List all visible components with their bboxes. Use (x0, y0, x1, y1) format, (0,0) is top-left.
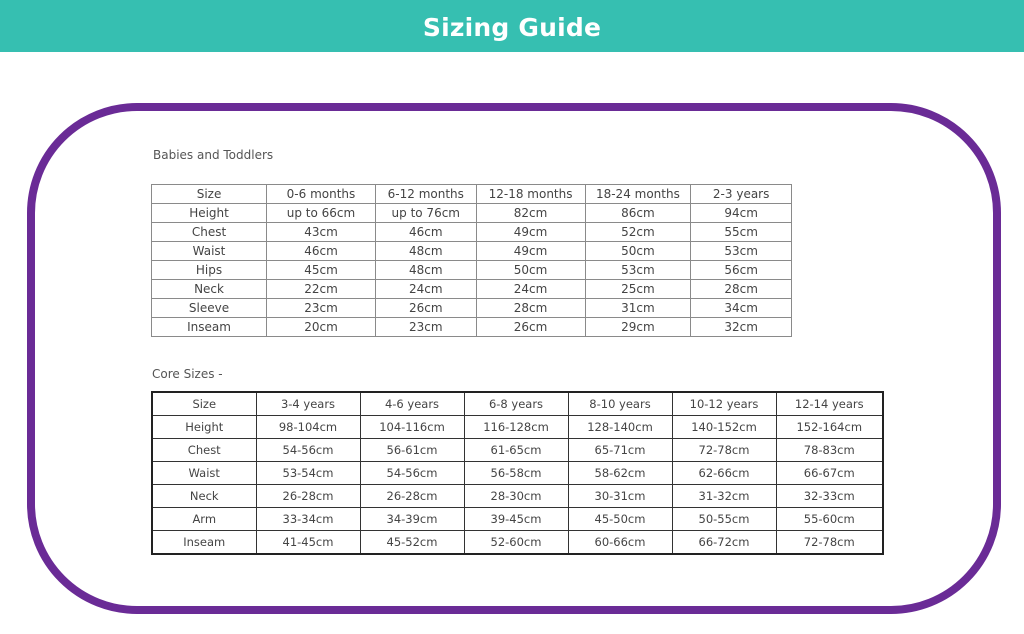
babies-table-cell: 48cm (375, 261, 476, 280)
babies-header-row (152, 185, 792, 204)
core-row-label: Arm (152, 508, 256, 531)
babies-table-cell: 56cm (691, 261, 792, 280)
core-table-cell: 98-104cm (256, 416, 360, 439)
babies-table-cell: 28cm (476, 299, 585, 318)
core-column-header: 3-4 years (256, 392, 360, 416)
core-row-label: Neck (152, 485, 256, 508)
babies-table-cell: 46cm (267, 242, 376, 261)
babies-column-header: 0-6 months (267, 185, 376, 204)
babies-column-header: 2-3 years (691, 185, 792, 204)
core-table-cell: 26-28cm (256, 485, 360, 508)
core-table-cell: 45-50cm (568, 508, 672, 531)
core-table-cell: 26-28cm (360, 485, 464, 508)
babies-row-label: Chest (152, 223, 267, 242)
babies-table-cell: 94cm (691, 204, 792, 223)
babies-table-cell: 26cm (375, 299, 476, 318)
babies-column-header: 6-12 months (375, 185, 476, 204)
core-row-label: Chest (152, 439, 256, 462)
core-row-label: Height (152, 416, 256, 439)
core-table-cell: 140-152cm (672, 416, 776, 439)
core-row-label: Waist (152, 462, 256, 485)
babies-table-cell: 43cm (267, 223, 376, 242)
babies-size-table (151, 184, 792, 337)
babies-table-row (152, 204, 792, 223)
core-table-cell: 72-78cm (672, 439, 776, 462)
core-table-cell: 33-34cm (256, 508, 360, 531)
babies-table-row (152, 318, 792, 337)
core-table-cell: 31-32cm (672, 485, 776, 508)
babies-table-cell: 49cm (476, 223, 585, 242)
babies-table-cell: 22cm (267, 280, 376, 299)
babies-table-cell: 53cm (585, 261, 691, 280)
core-table-cell: 62-66cm (672, 462, 776, 485)
babies-table-cell: 24cm (476, 280, 585, 299)
core-table-row (152, 462, 883, 485)
page-title: Sizing Guide (422, 12, 602, 42)
babies-table-cell: 26cm (476, 318, 585, 337)
babies-table-cell: 29cm (585, 318, 691, 337)
core-table-cell: 45-52cm (360, 531, 464, 555)
babies-table-cell: 48cm (375, 242, 476, 261)
core-table-cell: 72-78cm (776, 531, 883, 555)
core-column-header: Size (152, 392, 256, 416)
core-table-cell: 28-30cm (464, 485, 568, 508)
babies-table-cell: 25cm (585, 280, 691, 299)
babies-table-cell: 23cm (267, 299, 376, 318)
babies-table-cell: 53cm (691, 242, 792, 261)
core-table-cell: 65-71cm (568, 439, 672, 462)
babies-table-cell: up to 76cm (375, 204, 476, 223)
babies-row-label: Waist (152, 242, 267, 261)
core-table-cell: 116-128cm (464, 416, 568, 439)
babies-row-label: Inseam (152, 318, 267, 337)
core-column-header: 6-8 years (464, 392, 568, 416)
core-table-cell: 30-31cm (568, 485, 672, 508)
core-table-cell: 128-140cm (568, 416, 672, 439)
core-section-title: Core Sizes - (152, 367, 223, 381)
core-column-header: 10-12 years (672, 392, 776, 416)
core-table-cell: 41-45cm (256, 531, 360, 555)
core-column-header: 8-10 years (568, 392, 672, 416)
core-table-cell: 58-62cm (568, 462, 672, 485)
babies-table-cell: 50cm (585, 242, 691, 261)
babies-table-cell: 50cm (476, 261, 585, 280)
babies-row-label: Sleeve (152, 299, 267, 318)
babies-column-header: Size (152, 185, 267, 204)
core-table-cell: 66-67cm (776, 462, 883, 485)
core-table-row (152, 531, 883, 555)
core-table-cell: 56-61cm (360, 439, 464, 462)
babies-table-row (152, 261, 792, 280)
babies-table-cell: up to 66cm (267, 204, 376, 223)
core-table-cell: 50-55cm (672, 508, 776, 531)
babies-table-cell: 24cm (375, 280, 476, 299)
core-table-cell: 32-33cm (776, 485, 883, 508)
core-table-cell: 54-56cm (256, 439, 360, 462)
babies-table-cell: 49cm (476, 242, 585, 261)
core-column-header: 12-14 years (776, 392, 883, 416)
core-table-row (152, 416, 883, 439)
babies-section-title: Babies and Toddlers (153, 148, 274, 162)
babies-row-label: Hips (152, 261, 267, 280)
core-table-cell: 56-58cm (464, 462, 568, 485)
babies-table-cell: 55cm (691, 223, 792, 242)
core-table-cell: 52-60cm (464, 531, 568, 555)
core-table-cell: 152-164cm (776, 416, 883, 439)
babies-row-label: Height (152, 204, 267, 223)
core-table-cell: 104-116cm (360, 416, 464, 439)
header-bar (0, 0, 1024, 52)
babies-column-header: 18-24 months (585, 185, 691, 204)
core-table-row (152, 485, 883, 508)
core-table-row (152, 439, 883, 462)
babies-table-cell: 20cm (267, 318, 376, 337)
babies-table-cell: 45cm (267, 261, 376, 280)
babies-table-cell: 28cm (691, 280, 792, 299)
babies-table-cell: 82cm (476, 204, 585, 223)
core-header-row (152, 392, 883, 416)
core-table-cell: 39-45cm (464, 508, 568, 531)
babies-table-cell: 23cm (375, 318, 476, 337)
core-table-cell: 53-54cm (256, 462, 360, 485)
core-table-cell: 78-83cm (776, 439, 883, 462)
core-table-cell: 66-72cm (672, 531, 776, 555)
babies-table-row (152, 242, 792, 261)
babies-table-cell: 52cm (585, 223, 691, 242)
babies-table-cell: 46cm (375, 223, 476, 242)
core-table-cell: 61-65cm (464, 439, 568, 462)
babies-table-cell: 32cm (691, 318, 792, 337)
babies-table-row (152, 280, 792, 299)
core-table-row (152, 508, 883, 531)
core-table-cell: 54-56cm (360, 462, 464, 485)
core-column-header: 4-6 years (360, 392, 464, 416)
core-table-cell: 34-39cm (360, 508, 464, 531)
babies-table-cell: 86cm (585, 204, 691, 223)
babies-row-label: Neck (152, 280, 267, 299)
babies-table-row (152, 223, 792, 242)
core-size-table (151, 391, 884, 555)
babies-table-row (152, 299, 792, 318)
core-table-cell: 55-60cm (776, 508, 883, 531)
core-row-label: Inseam (152, 531, 256, 555)
core-table-cell: 60-66cm (568, 531, 672, 555)
babies-table-cell: 34cm (691, 299, 792, 318)
babies-column-header: 12-18 months (476, 185, 585, 204)
babies-table-cell: 31cm (585, 299, 691, 318)
